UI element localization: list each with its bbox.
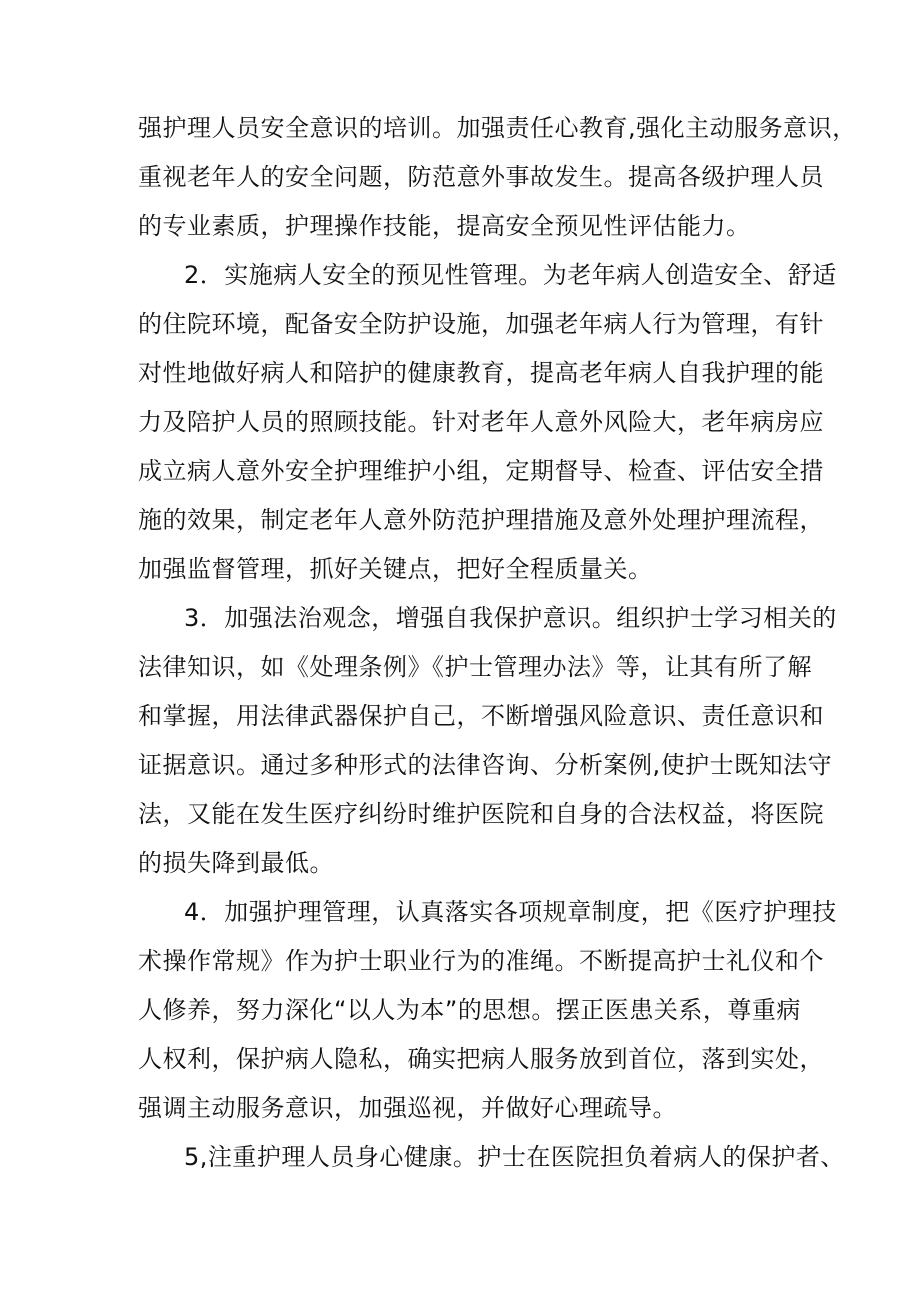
- text-line-8: 成立病人意外安全护理维护小组，定期督导、检查、评估安全措: [138, 457, 824, 485]
- text-line-15: 法，又能在发生医疗纠纷时维护医院和自身的合法权益，将医院: [138, 800, 824, 828]
- text-line-16: 的损失降到最低。: [138, 849, 334, 877]
- text-line-12: 法律知识，如《处理条例》《护士管理办法》等，让其有所了解: [138, 653, 812, 681]
- text-line-9: 施的效果，制定老年人意外防范护理措施及意外处理护理流程，: [138, 506, 824, 534]
- paragraph-3-first-line: 3．加强法治观念，增强自我保护意识。组织护士学习相关的: [184, 604, 837, 632]
- text-line-6: 对性地做好病人和陪护的健康教育，提高老年病人自我护理的能: [138, 359, 824, 387]
- text-line-3: 的专业素质，护理操作技能，提高安全预见性评估能力。: [138, 212, 751, 240]
- text-line-14: 证据意识。通过多种形式的法律咨询、分析案例,使护士既知法守: [138, 751, 833, 779]
- text-line-2: 重视老年人的安全问题，防范意外事故发生。提高各级护理人员: [138, 163, 824, 191]
- text-line-18: 术操作常规》作为护士职业行为的准绳。不断提高护士礼仪和个: [138, 947, 824, 975]
- text-line-1: 强护理人员安全意识的培训。加强责任心教育,强化主动服务意识，: [138, 114, 857, 142]
- text-line-20: 人权利，保护病人隐私，确实把病人服务放到首位，落到实处，: [138, 1045, 824, 1073]
- paragraph-4-first-line: 4．加强护理管理，认真落实各项规章制度，把《医疗护理技: [184, 898, 837, 926]
- text-line-10: 加强监督管理，抓好关键点，把好全程质量关。: [138, 555, 653, 583]
- text-line-7: 力及陪护人员的照顾技能。针对老年人意外风险大，老年病房应: [138, 408, 824, 436]
- text-line-19: 人修养，努力深化“以人为本”的思想。摆正医患关系，尊重病: [138, 996, 801, 1024]
- text-line-21: 强调主动服务意识，加强巡视，并做好心理疏导。: [138, 1094, 677, 1122]
- paragraph-2-first-line: 2．实施病人安全的预见性管理。为老年病人创造安全、舒适: [184, 261, 837, 289]
- text-line-13: 和掌握，用法律武器保护自己，不断增强风险意识、责任意识和: [138, 702, 824, 730]
- paragraph-5-first-line: 5,注重护理人员身心健康。护士在医院担负着病人的保护者、: [184, 1143, 845, 1171]
- text-line-5: 的住院环境，配备安全防护设施，加强老年病人行为管理，有针: [138, 310, 824, 338]
